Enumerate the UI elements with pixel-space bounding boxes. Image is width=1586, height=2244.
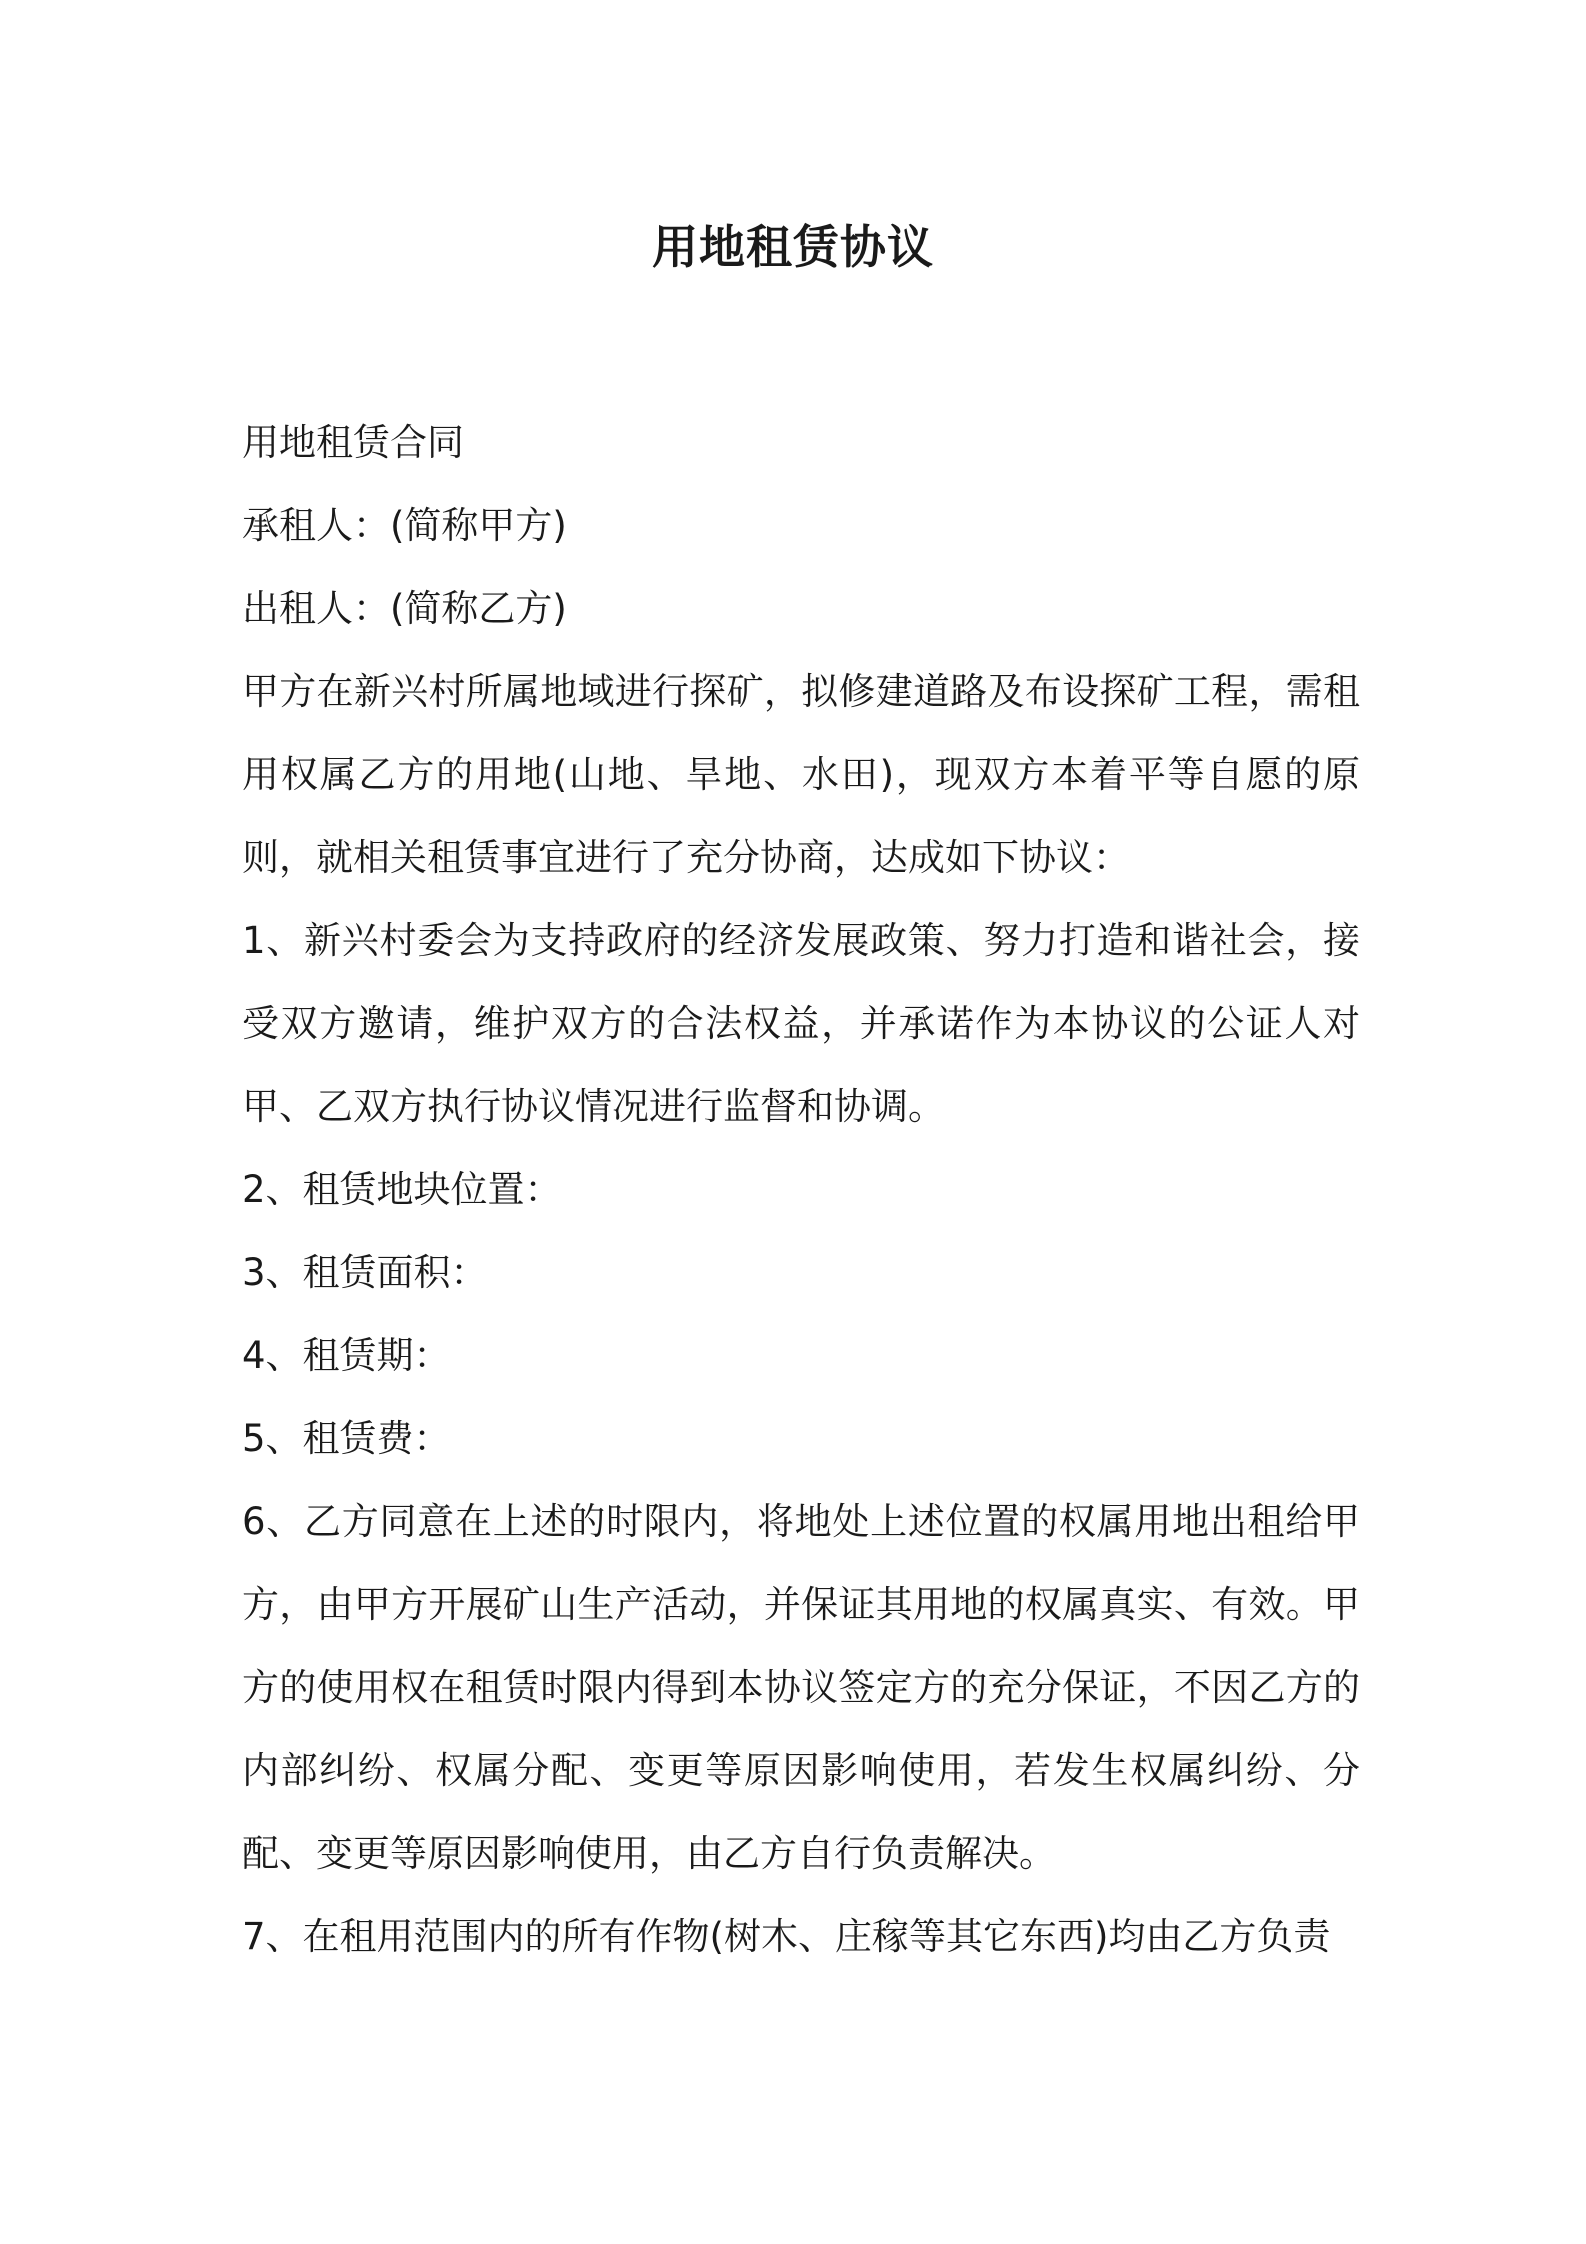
paragraph-clause-3: 3、租赁面积：	[242, 1251, 488, 1294]
paragraph-clause-4: 4、租赁期：	[242, 1334, 451, 1377]
paragraph-clause-2: 2、租赁地块位置：	[242, 1168, 562, 1211]
paragraph-lessor: 出租人：(简称乙方)	[242, 587, 567, 630]
document-title: 用地租赁协议	[652, 220, 934, 274]
paragraph-lessee: 承租人：(简称甲方)	[242, 504, 567, 547]
paragraph-clause-7: 7、在租用范围内的所有作物(树木、庄稼等其它东西)均由乙方负责	[242, 1915, 1331, 1958]
paragraph-clause-5: 5、租赁费：	[242, 1417, 451, 1460]
paragraph-clause-1: 1、新兴村委会为支持政府的经济发展政策、努力打造和谐社会，接受双方邀请，维护双方的合法权益，并承诺作为本协议的公证人对甲、乙双方执行协议情况进行监督和协调。	[242, 919, 1360, 1128]
paragraph-preamble: 甲方在新兴村所属地域进行探矿，拟修建道路及布设探矿工程，需租用权属乙方的用地(山地、旱地、水田)，现双方本着平等自愿的原则，就相关租赁事宜进行了充分协商，达成如下协议：	[242, 670, 1360, 879]
paragraph-clause-6: 6、乙方同意在上述的时限内，将地处上述位置的权属用地出租给甲方，由甲方开展矿山生产活动，并保证其用地的权属真实、有效。甲方的使用权在租赁时限内得到本协议签定方的充分保证，不因乙方的内部纠纷、权属分配、变更等原因影响使用，若发生权属纠纷、分配、变更等原因影响使用，由乙方自行负责解决。	[242, 1500, 1360, 1875]
paragraph-contract-heading: 用地租赁合同	[242, 421, 464, 464]
document-body	[242, 401, 1360, 1978]
